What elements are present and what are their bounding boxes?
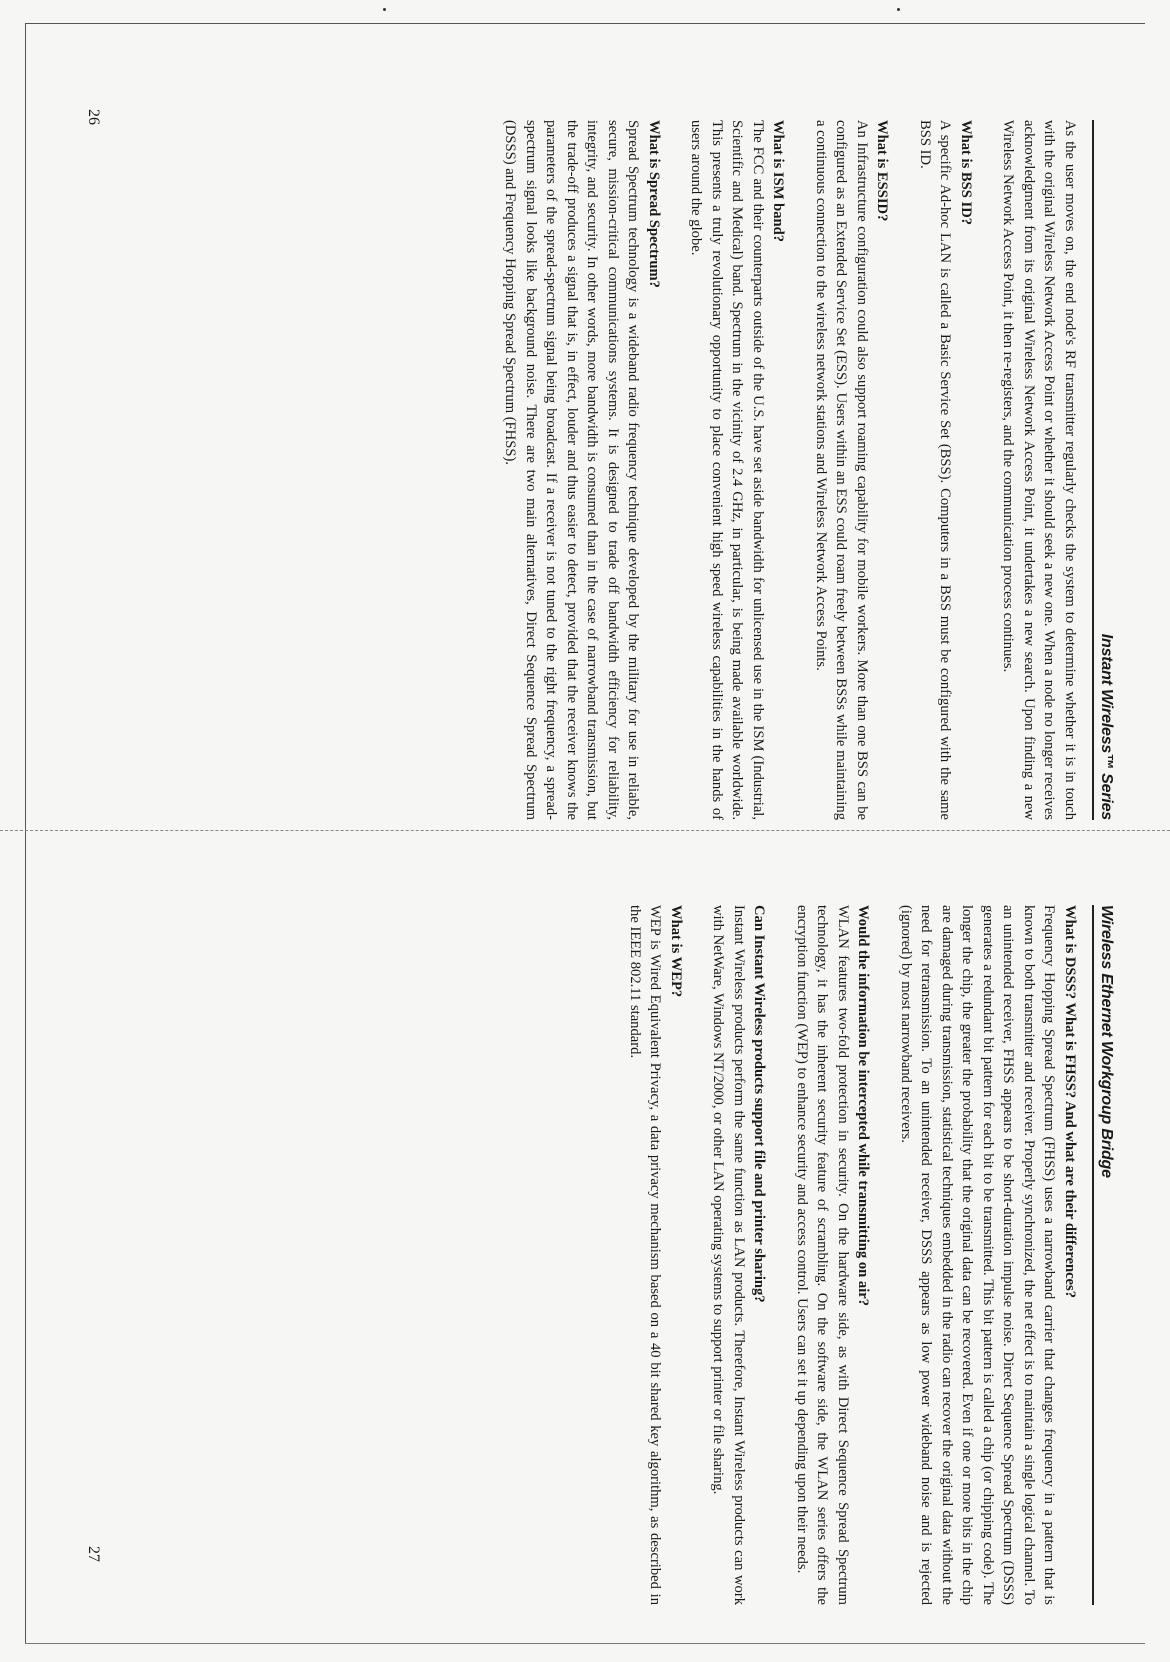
faq-section <box>708 905 770 1605</box>
faq-answer: The FCC and their counterparts outside of the U.S. have set aside bandwidth for unlicensed use in the ISM (Industrial, Scientific and Medical) band. Spectrum in the vicinity of 2.4 GHz, in particular, is being made available worldwide. This presents a truly revolutionary opportunity to place convenient high speed wireless capabilities in the hands of users around the globe. <box>688 120 766 820</box>
faq-answer: WEP is Wired Equivalent Privacy, a data privacy mechanism based on a 40 bit shared key algorithm, as described in the IEEE 802.11 standard. <box>627 905 664 1605</box>
page-number: 27 <box>85 1546 102 1562</box>
scan-speck <box>383 8 386 11</box>
scan-frame-bottom <box>25 1643 1145 1644</box>
faq-question: What is ESSID? <box>874 120 891 222</box>
running-head: Instant Wireless™ Series <box>1092 120 1115 820</box>
faq-section <box>686 120 789 820</box>
faq-answer: Spread Spectrum technology is a wideband radio frequency technique developed by the military for use in reliable, secure, mission-critical communications systems. It is designed to trade off bandwidth efficiency for reliability, integrity, and security. In other words, more bandwidth is consumed than in the case of narrowband transmission, but the trade-off produces a signal that is, in effect, louder and thus easier to detect, provided that the receiver knows the parameters of the spread-spectrum signal being broadcast. If a receiver is not tuned to the right frequency, a spread-spectrum signal looks like background noise. There are two main alternatives, Direct Sequence Spread Spectrum (DSSS) and Frequency Hopping Spread Spectrum (FHSS). <box>502 120 642 820</box>
scan-frame-top <box>25 23 1145 24</box>
page-fold-line <box>0 830 1170 831</box>
faq-section <box>896 905 1081 1605</box>
faq-question: What is ISM band? <box>770 120 787 243</box>
faq-question: Can Instant Wireless products support file and printer sharing? <box>751 905 768 1303</box>
left-page <box>235 120 1115 820</box>
faq-question: What is DSSS? What is FHSS? And what are their differences? <box>1062 905 1078 1298</box>
faq-answer: An Infrastructure configuration could also support roaming capability for mobile workers. More than one BSS can be configured as an Extended Service Set (ESS). Users within an ESS could roam freely between BSSs while maintaining a continuous connection to the wireless network stations and Wireless Network Access Points. <box>813 120 870 820</box>
page-number: 26 <box>85 109 102 125</box>
faq-question: What is BSS ID? <box>958 120 974 226</box>
faq-section <box>500 120 664 820</box>
intro-paragraph: As the user moves on, the end node's RF transmitter regularly checks the system to determine whether it is in touch with the original Wireless Network Access Point or whether it should seek a new one. When a node no longer receives acknowledgment from its original Wireless Network Access Point, it undertakes a new search. Upon finding a new Wireless Network Access Point, it then re-registers, and the communication process continues. <box>1000 120 1078 820</box>
scan-frame-left <box>25 23 26 1643</box>
faq-section <box>811 120 893 820</box>
right-page <box>235 905 1115 1605</box>
faq-question: What is WEP? <box>668 905 684 998</box>
faq-answer: Instant Wireless products perform the same function as LAN products. Therefore, Instant Wireless products can work with NetWare, Windows NT/2000, or other LAN operating systems to support printer or file sharing. <box>710 905 747 1605</box>
faq-question: What is Spread Spectrum? <box>646 120 662 288</box>
faq-answer: A specific Ad-hoc LAN is called a Basic Service Set (BSS). Computers in a BSS must be configured with the same BSS ID. <box>917 120 954 820</box>
faq-section <box>915 120 977 820</box>
faq-section <box>792 905 874 1605</box>
running-head: Wireless Ethernet Workgroup Bridge <box>1092 905 1115 1605</box>
scan-speck <box>897 8 900 11</box>
faq-section <box>625 905 687 1605</box>
faq-question: Would the information be intercepted while transmitting on air? <box>855 905 872 1307</box>
faq-answer: WLAN features two-fold protection in security. On the hardware side, as with Direct Sequence Spread Spectrum technology, it has the inherent security feature of scrambling. On the software side, the WLAN series offers the encryption function (WEP) to enhance security and access control. Users can set it up depending upon their needs. <box>794 905 851 1605</box>
faq-answer: Frequency Hopping Spread Spectrum (FHSS) uses a narrowband carrier that changes frequency in a pattern that is known to both transmitter and receiver. Properly synchronized, the net effect is to maintain a single logical channel. To an unintended receiver, FHSS appears to be short-duration impulse noise. Direct Sequence Spread Spectrum (DSSS) generates a redundant bit pattern for each bit to be transmitted. This bit pattern is called a chip (or chipping code). The longer the chip, the greater the probability that the original data can be recovered. Even if one or more bits in the chip are damaged during transmission, statistical techniques embedded in the radio can recover the original data without the need for retransmission. To an unintended receiver, DSSS appears as low power wideband noise and is rejected (ignored) by most narrowband receivers. <box>898 905 1058 1605</box>
